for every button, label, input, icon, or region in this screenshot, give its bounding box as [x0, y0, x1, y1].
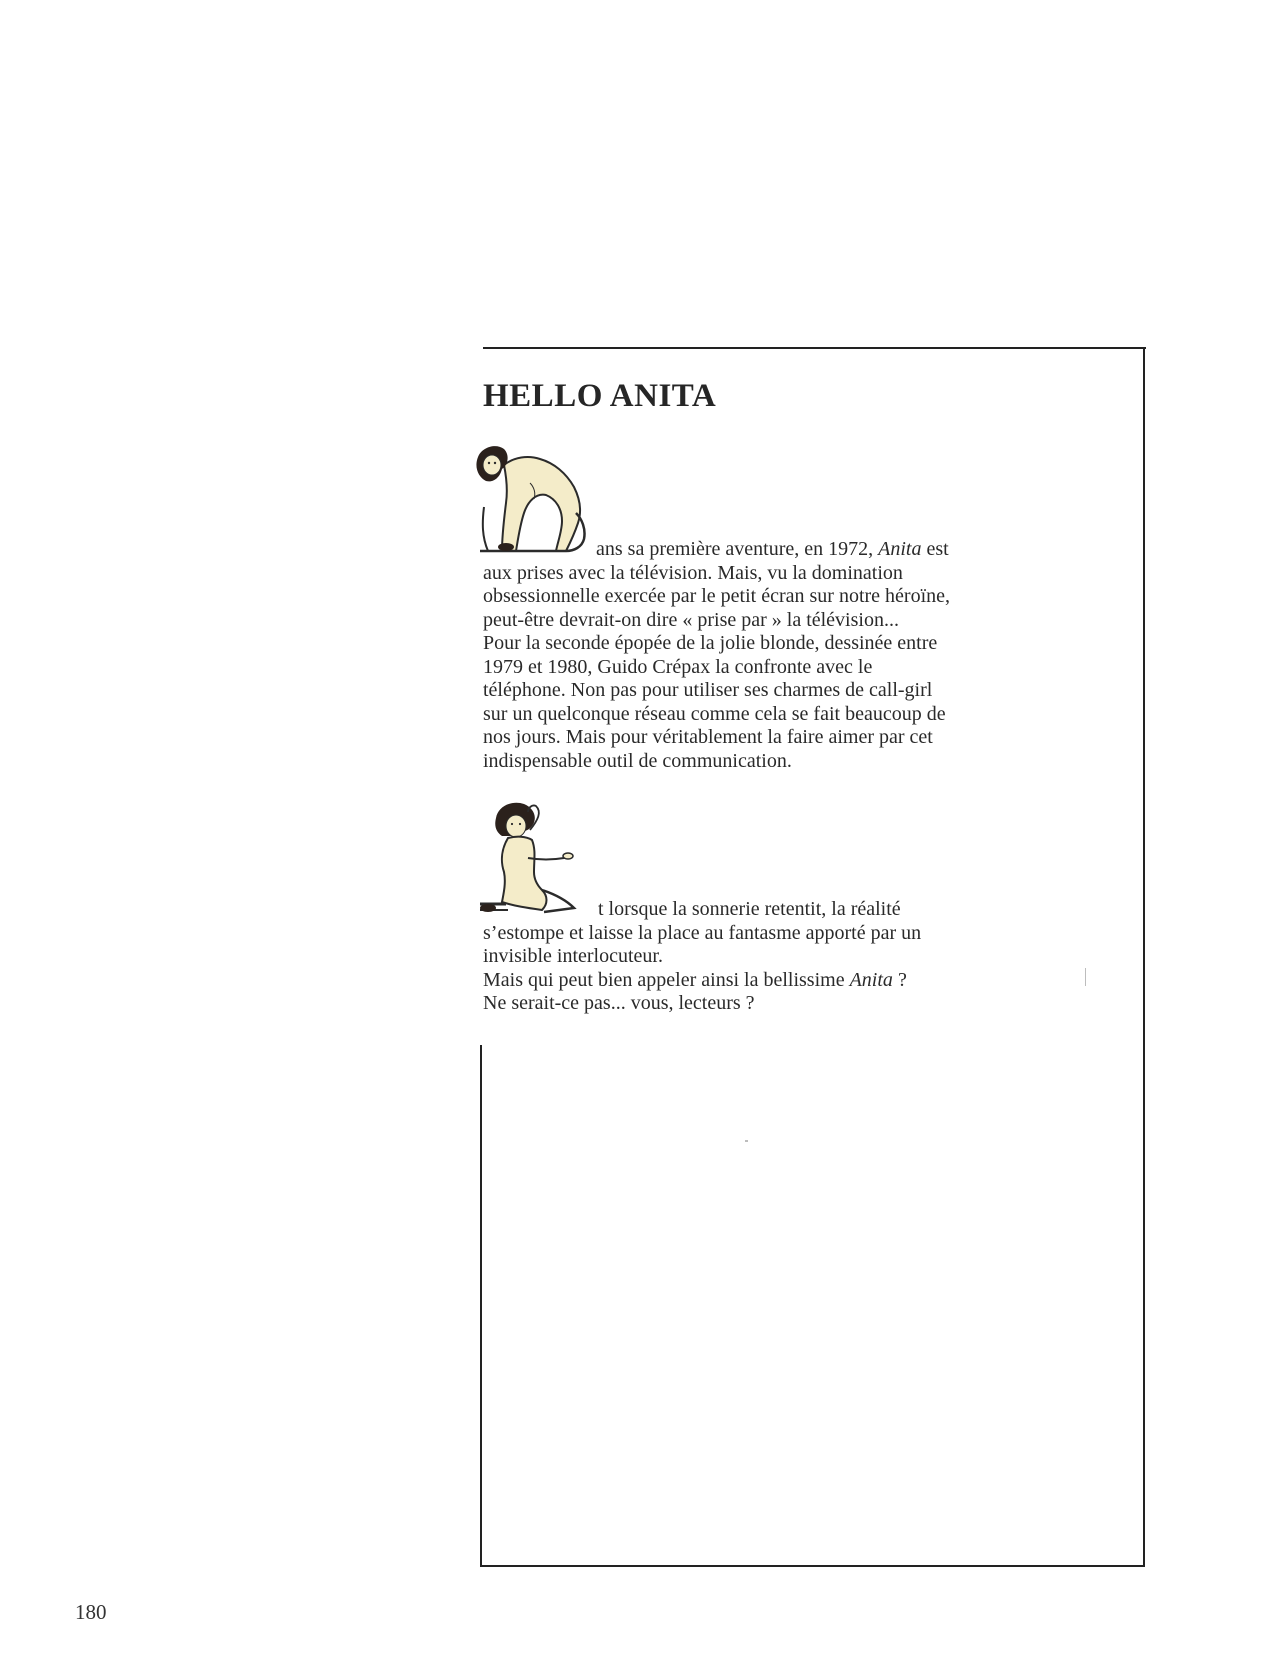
print-speck: [745, 1140, 748, 1142]
text-line: nos jours. Mais pour véritablement la faire aimer par cet: [483, 726, 933, 748]
text-line: Ne serait-ce pas... vous, lecteurs ?: [483, 992, 755, 1014]
text-line: s’estompe et laisse la place au fantasme apporté par un: [483, 921, 922, 944]
frame-left-border: [480, 1045, 482, 1567]
text-segment: Mais qui peut bien appeler ainsi la bellissime: [483, 968, 850, 991]
text-line: peut-être devrait-on dire « prise par » la télévision...: [483, 608, 899, 631]
text-line: [483, 538, 1123, 562]
article-title: HELLO ANITA: [483, 378, 717, 414]
frame-top-border: [483, 347, 1146, 349]
text-line: 1979 et 1980, Guido Crépax la confronte avec le: [483, 655, 873, 678]
text-emphasis: Anita: [878, 538, 922, 560]
text-line: t lorsque la sonnerie retentit, la réalité: [598, 898, 901, 920]
text-segment: ans sa première aventure, en 1972,: [596, 538, 879, 560]
text-line: [483, 969, 1123, 993]
text-line: obsessionnelle exercée par le petit écran sur notre héroïne,: [483, 585, 951, 607]
frame-right-border: [1143, 347, 1145, 1567]
text-line: sur un quelconque réseau comme cela se fait beaucoup de: [483, 702, 946, 725]
text-emphasis: Anita: [849, 968, 893, 991]
frame-bottom-border: [480, 1565, 1145, 1567]
text-segment: est: [921, 538, 949, 560]
paragraph-closing: [483, 898, 1123, 1016]
paragraph-intro: [483, 538, 1123, 773]
text-line: invisible interlocuteur.: [483, 945, 663, 967]
text-line: Pour la seconde épopée de la jolie blonde, dessinée entre: [483, 632, 938, 654]
text-line: indispensable outil de communication.: [483, 749, 792, 772]
text-segment: ?: [892, 968, 907, 991]
print-speck: [1085, 968, 1086, 986]
page-number: 180: [75, 1600, 107, 1624]
text-line: téléphone. Non pas pour utiliser ses charmes de call-girl: [483, 679, 933, 701]
text-line: aux prises avec la télévision. Mais, vu la domination: [483, 561, 903, 584]
